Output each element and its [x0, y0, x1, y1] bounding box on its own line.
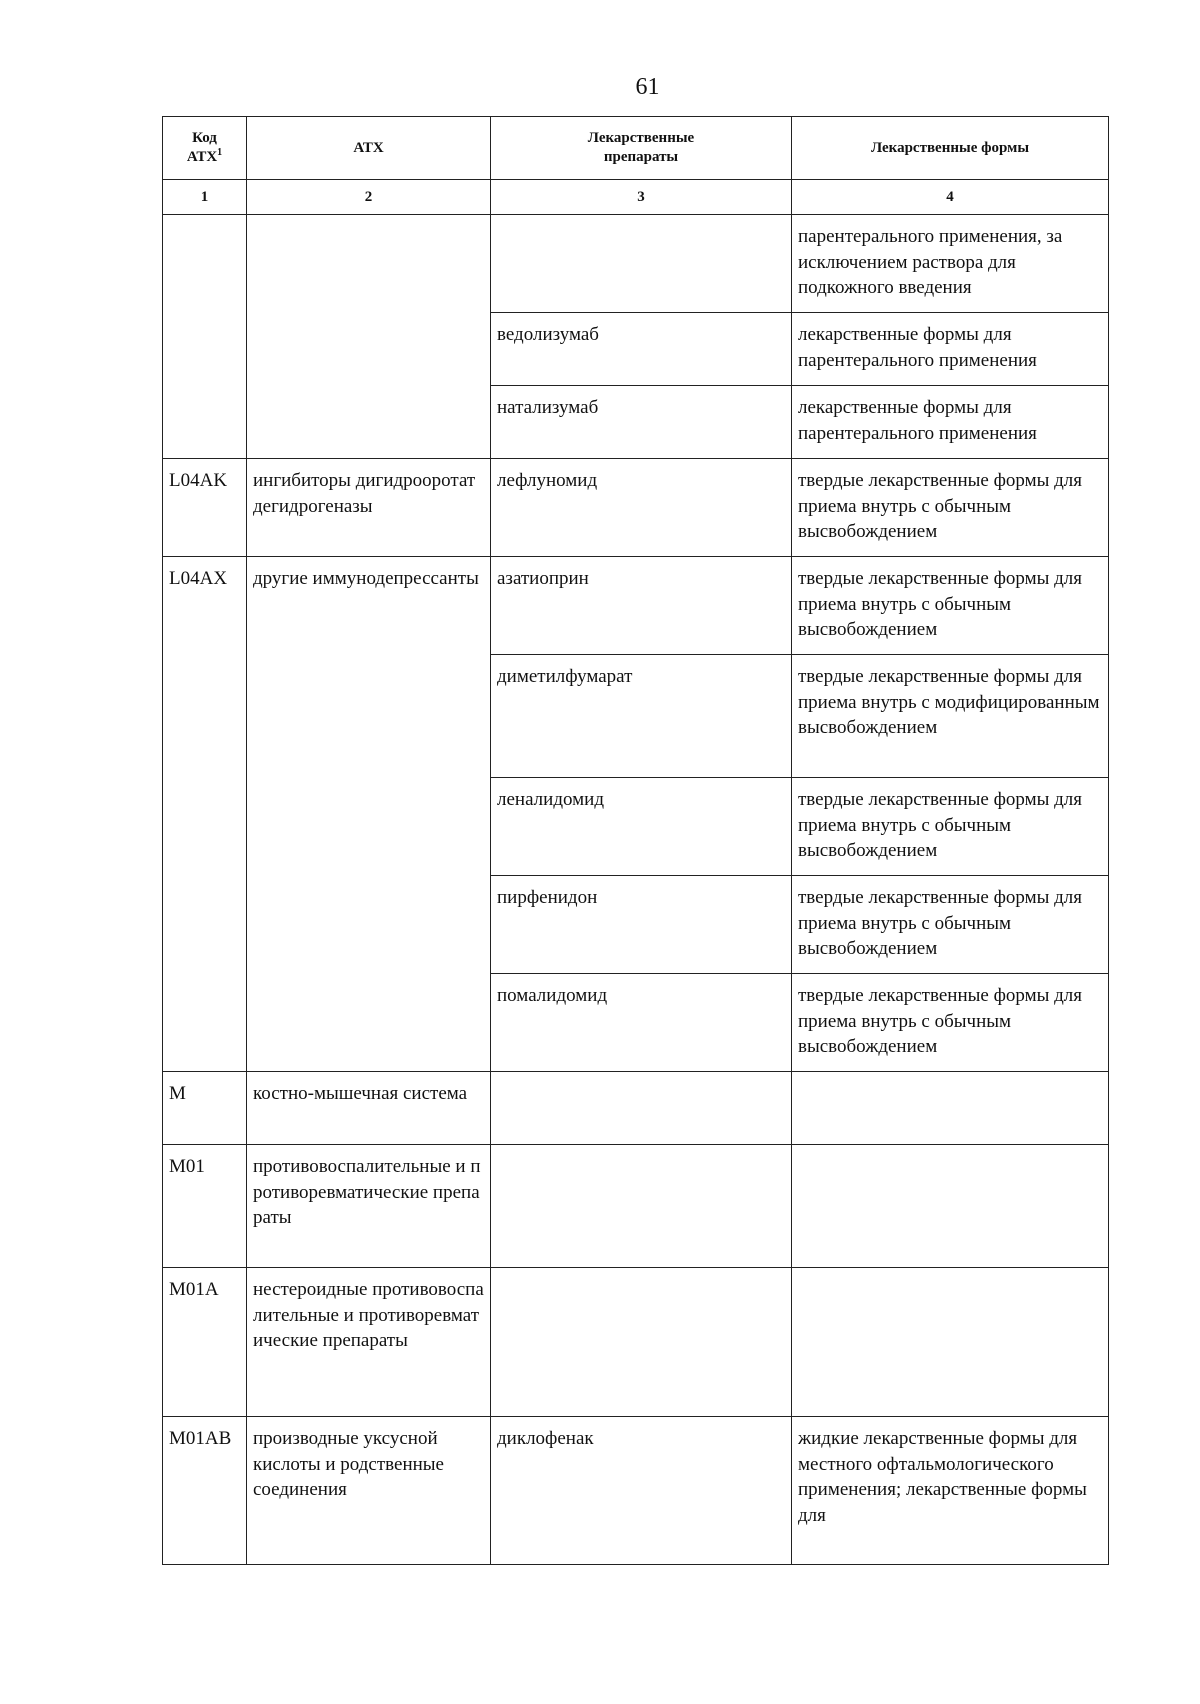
- drug-cell: лефлуномид: [491, 459, 792, 557]
- drug-cell: помалидомид: [491, 974, 792, 1072]
- code-cell: L04AX: [163, 557, 247, 1072]
- table-row: [163, 1417, 1109, 1565]
- column-number: 2: [247, 180, 491, 215]
- column-number: 3: [491, 180, 792, 215]
- form-cell: твердые лекарственные формы для приема внутрь с обычным высвобождением: [792, 876, 1109, 974]
- column-numbers-row: [163, 180, 1109, 215]
- drug-cell: леналидомид: [491, 778, 792, 876]
- atx-cell: производные уксусной кислоты и родственные соединения: [247, 1417, 491, 1565]
- atx-cell: костно-мышечная система: [247, 1072, 491, 1145]
- header-atx: АТХ: [247, 117, 491, 180]
- code-cell: [163, 215, 247, 459]
- atx-cell: ингибиторы дигидрооротатдегидрогеназы: [247, 459, 491, 557]
- table-row: [163, 1072, 1109, 1145]
- drug-cell: азатиоприн: [491, 557, 792, 655]
- form-cell: [792, 1268, 1109, 1417]
- table-row: [163, 557, 1109, 655]
- header-code: Код АТХ$^1$: [163, 117, 247, 180]
- code-cell: M: [163, 1072, 247, 1145]
- drug-cell: диметилфумарат: [491, 655, 792, 778]
- form-cell: лекарственные формы для парентерального применения: [792, 313, 1109, 386]
- form-cell: твердые лекарственные формы для приема внутрь с обычным высвобождением: [792, 557, 1109, 655]
- table-row: [163, 459, 1109, 557]
- form-cell: твердые лекарственные формы для приема внутрь с обычным высвобождением: [792, 459, 1109, 557]
- form-cell: [792, 1145, 1109, 1268]
- atx-cell: противовоспалительные и противоревматические препараты: [247, 1145, 491, 1268]
- header-forms: Лекарственные формы: [792, 117, 1109, 180]
- drug-cell: [491, 1072, 792, 1145]
- drug-cell: [491, 1145, 792, 1268]
- atx-cell: [247, 215, 491, 459]
- table-header-row: [163, 117, 1109, 180]
- code-cell: L04AK: [163, 459, 247, 557]
- column-number: 1: [163, 180, 247, 215]
- atx-cell: нестероидные противовоспалительные и противоревматические препараты: [247, 1268, 491, 1417]
- code-cell: M01AB: [163, 1417, 247, 1565]
- form-cell: жидкие лекарственные формы для местного офтальмологического применения; лекарственные формы для: [792, 1417, 1109, 1565]
- form-cell: лекарственные формы для парентерального применения: [792, 386, 1109, 459]
- drug-cell: диклофенак: [491, 1417, 792, 1565]
- drug-cell: [491, 215, 792, 313]
- table-row: [163, 1145, 1109, 1268]
- atx-cell: другие иммунодепрессанты: [247, 557, 491, 1072]
- form-cell: парентерального применения, за исключением раствора для подкожного введения: [792, 215, 1109, 313]
- drug-cell: ведолизумаб: [491, 313, 792, 386]
- form-cell: твердые лекарственные формы для приема внутрь с модифицированным высвобождением: [792, 655, 1109, 778]
- code-cell: M01: [163, 1145, 247, 1268]
- drug-cell: натализумаб: [491, 386, 792, 459]
- header-drugs: Лекарственные препараты: [491, 117, 792, 180]
- drug-cell: [491, 1268, 792, 1417]
- form-cell: [792, 1072, 1109, 1145]
- page-number: 61: [635, 74, 660, 100]
- table-row: [163, 1268, 1109, 1417]
- code-cell: M01A: [163, 1268, 247, 1417]
- table-row: [163, 215, 1109, 313]
- column-number: 4: [792, 180, 1109, 215]
- atx-drug-table: [162, 116, 1109, 1565]
- form-cell: твердые лекарственные формы для приема внутрь с обычным высвобождением: [792, 974, 1109, 1072]
- drug-cell: пирфенидон: [491, 876, 792, 974]
- form-cell: твердые лекарственные формы для приема внутрь с обычным высвобождением: [792, 778, 1109, 876]
